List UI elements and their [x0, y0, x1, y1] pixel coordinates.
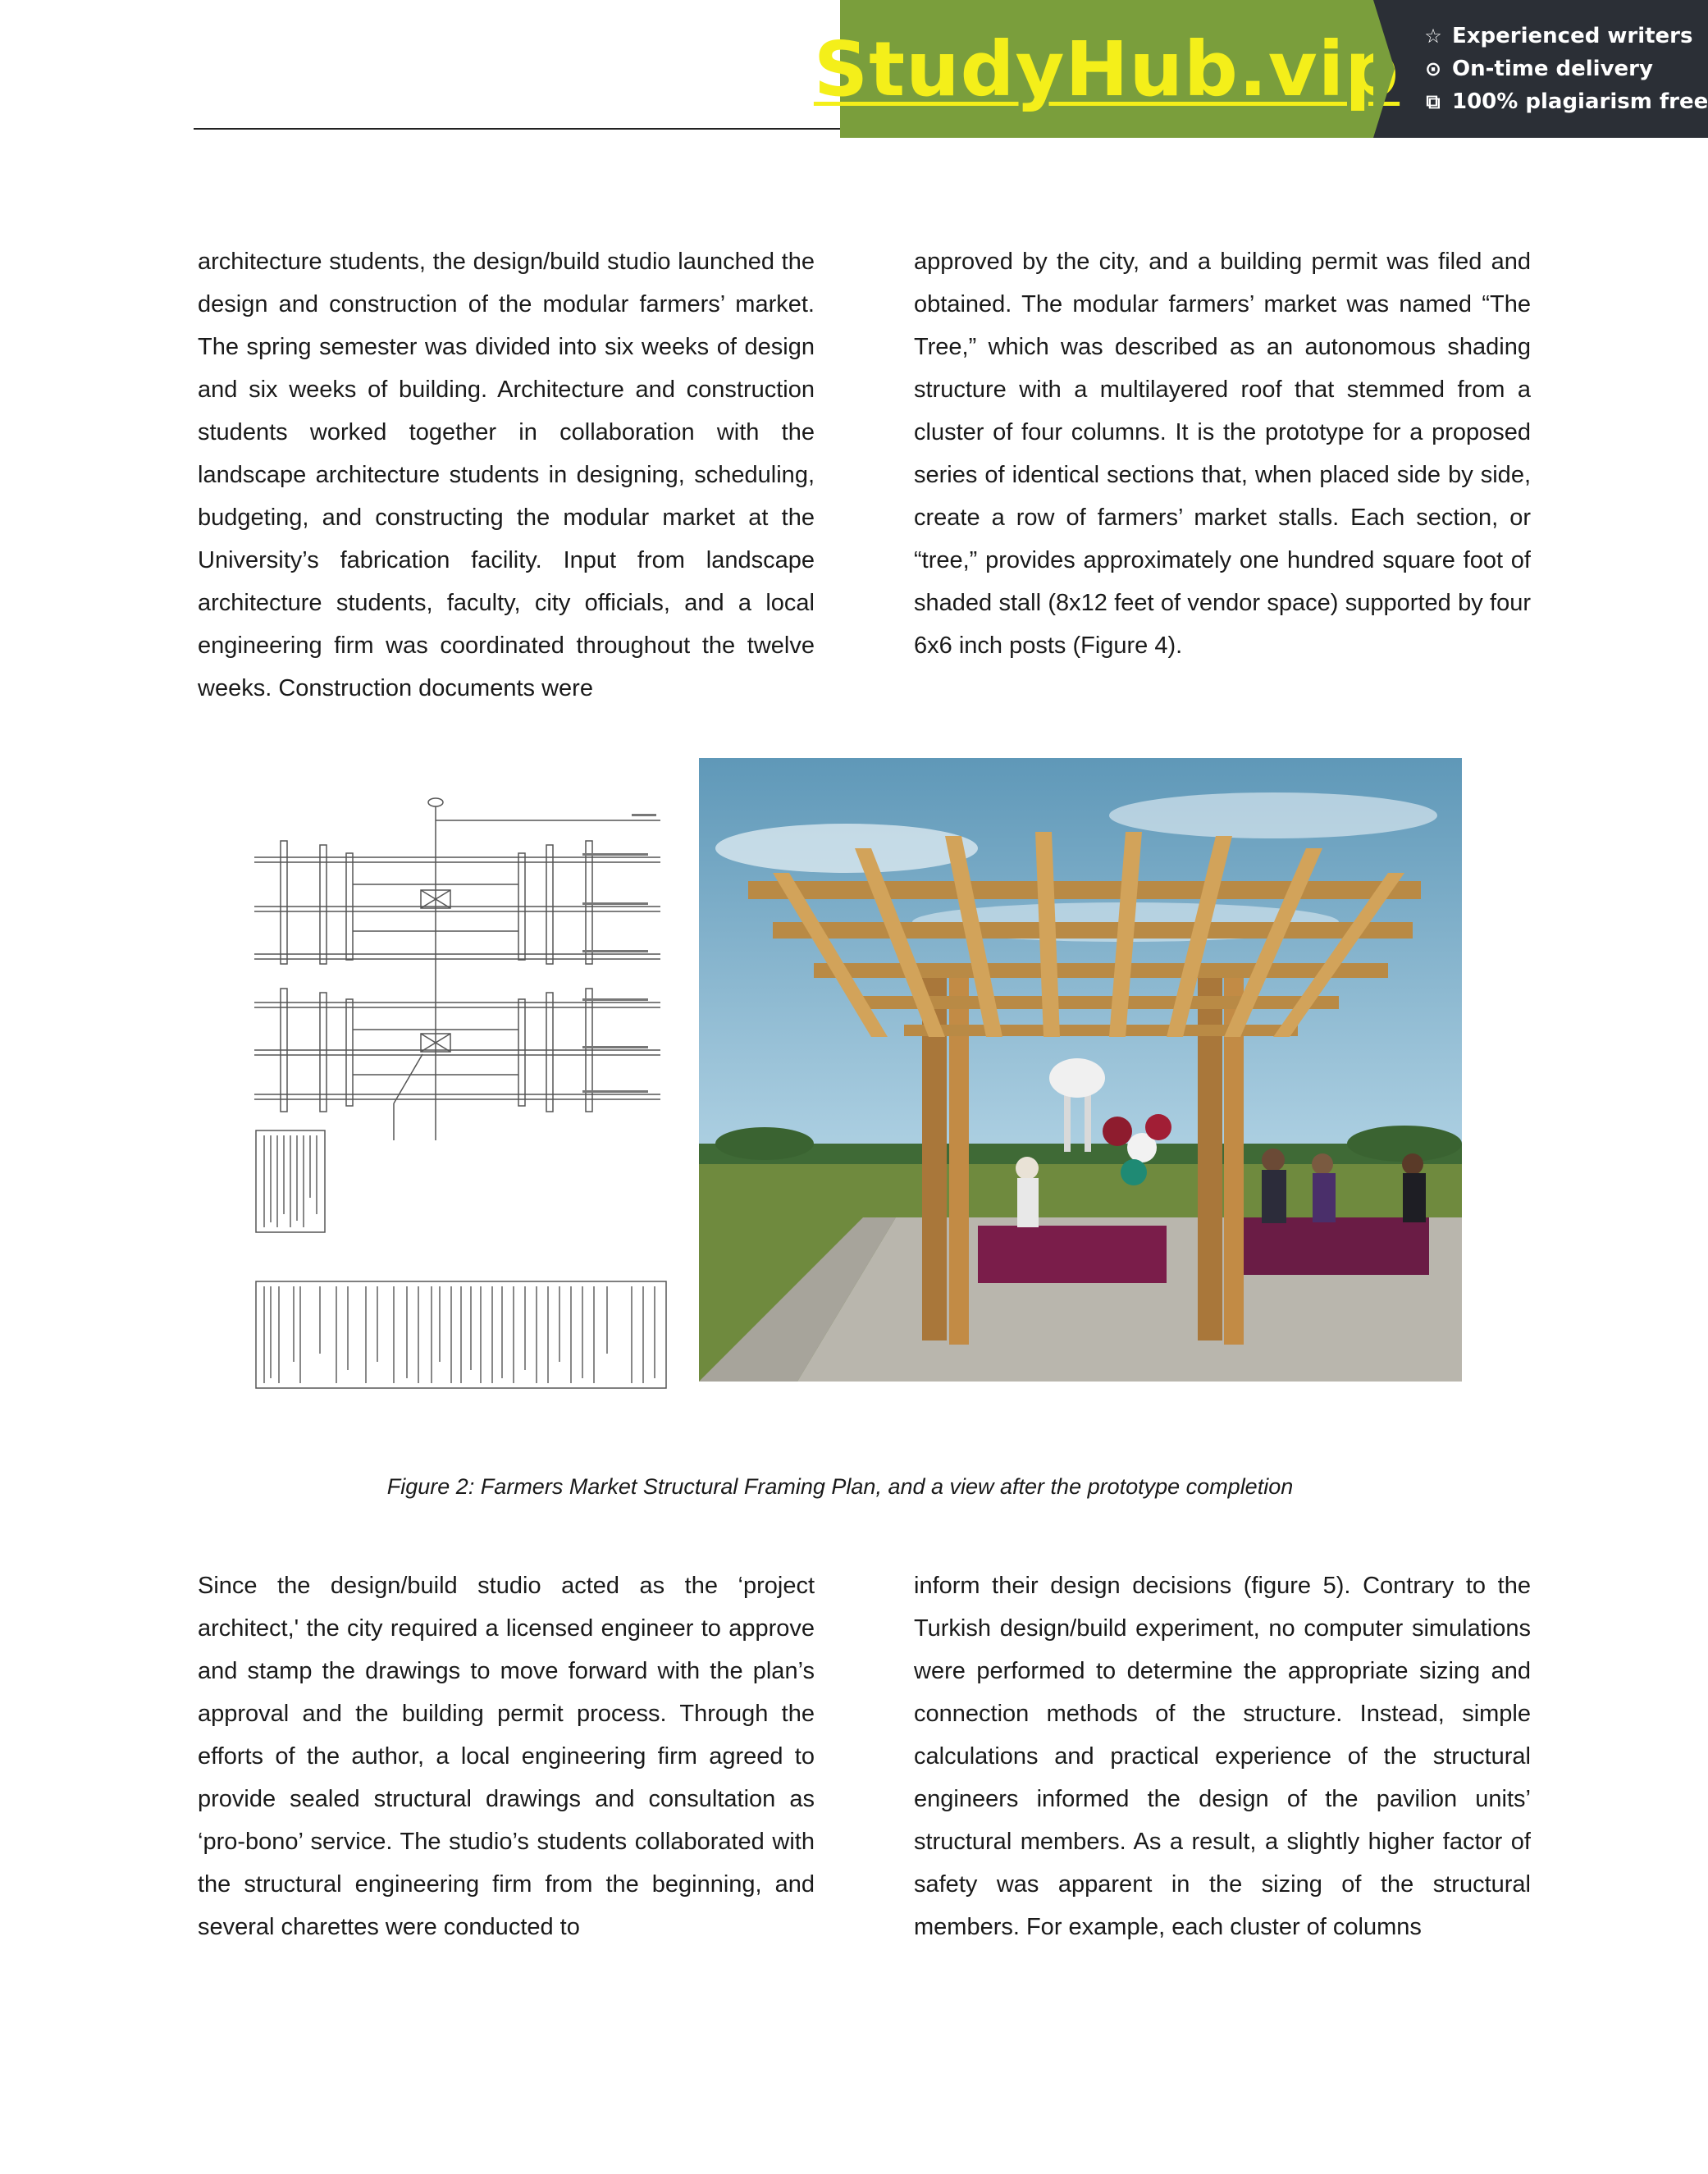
feature-label: 100% plagiarism free: [1452, 89, 1708, 114]
feature-label: On-time delivery: [1452, 57, 1653, 81]
star-outline-icon: ☆: [1424, 25, 1442, 48]
brand-panel[interactable]: [813, 0, 1400, 138]
feature-item: [1423, 89, 1708, 114]
feature-item: [1423, 24, 1708, 48]
paragraph: inform their design decisions (figure 5). Contrary to the Turkish design/build experiment, no computer simulations were performed to determine the appropriate sizing and connection methods of the structure. Instead, simple calculations and practical experience of the structural engineers informed the design of the pavilion units’ structural members. As a result, a slightly higher factor of safety was apparent in the sizing of the structural members. For example, each cluster of columns: [914, 1573, 1531, 1940]
pavilion-photo: [699, 758, 1462, 1382]
body-text-top-left: [198, 240, 815, 710]
feature-item: [1423, 57, 1708, 81]
body-text-bottom-right: [914, 1564, 1531, 1948]
feature-label: Experienced writers: [1452, 24, 1693, 48]
figure-caption: Figure 2: Farmers Market Structural Framing Plan, and a view after the prototype completion: [386, 1474, 1294, 1499]
body-text-bottom-left: [198, 1564, 815, 1948]
paragraph: Since the design/build studio acted as the ‘project architect,' the city required a licensed engineer to approve and stamp the drawings to move forward with the plan’s approval and the building permit process. Through the efforts of the author, a local engineering firm agreed to provide sealed structural drawings and consultation as ‘pro-bono’ service. The studio’s students collaborated with the structural engineering firm from the beginning, and several charettes were conducted to: [198, 1573, 815, 1940]
copy-icon: ⧉: [1426, 90, 1441, 113]
clock-icon: ⊙: [1424, 57, 1442, 80]
paragraph: approved by the city, and a building permit was filed and obtained. The modular farmers’ market was named “The Tree,” which was described as an autonomous shading structure with a multilayered roof that stemmed from a cluster of four columns. It is the prototype for a proposed series of identical sections that, when placed side by side, create a row of farmers’ market stalls. Each section, or “tree,” provides approximately one hundred square foot of shaded stall (8x12 feet of vendor space) supported by four 6x6 inch posts (Figure 4).: [914, 249, 1531, 659]
feature-list: [1373, 0, 1708, 138]
paragraph: architecture students, the design/build studio launched the design and construction of the modular farmers’ market. The spring semester was divided into six weeks of design and six weeks of building. Architecture and construction students worked together in collaboration with the landscape architecture students in designing, scheduling, budgeting, and constructing the modular market at the University’s fabrication facility. Input from landscape architecture students, faculty, city officials, and a local engineering firm was coordinated throughout the twelve weeks. Construction documents were: [198, 249, 815, 701]
ad-banner[interactable]: [813, 0, 1708, 138]
framing-plan-drawing: [246, 788, 673, 1395]
brand-logo[interactable]: StudyHub.vip: [813, 25, 1400, 113]
body-text-top-right: [914, 240, 1531, 667]
